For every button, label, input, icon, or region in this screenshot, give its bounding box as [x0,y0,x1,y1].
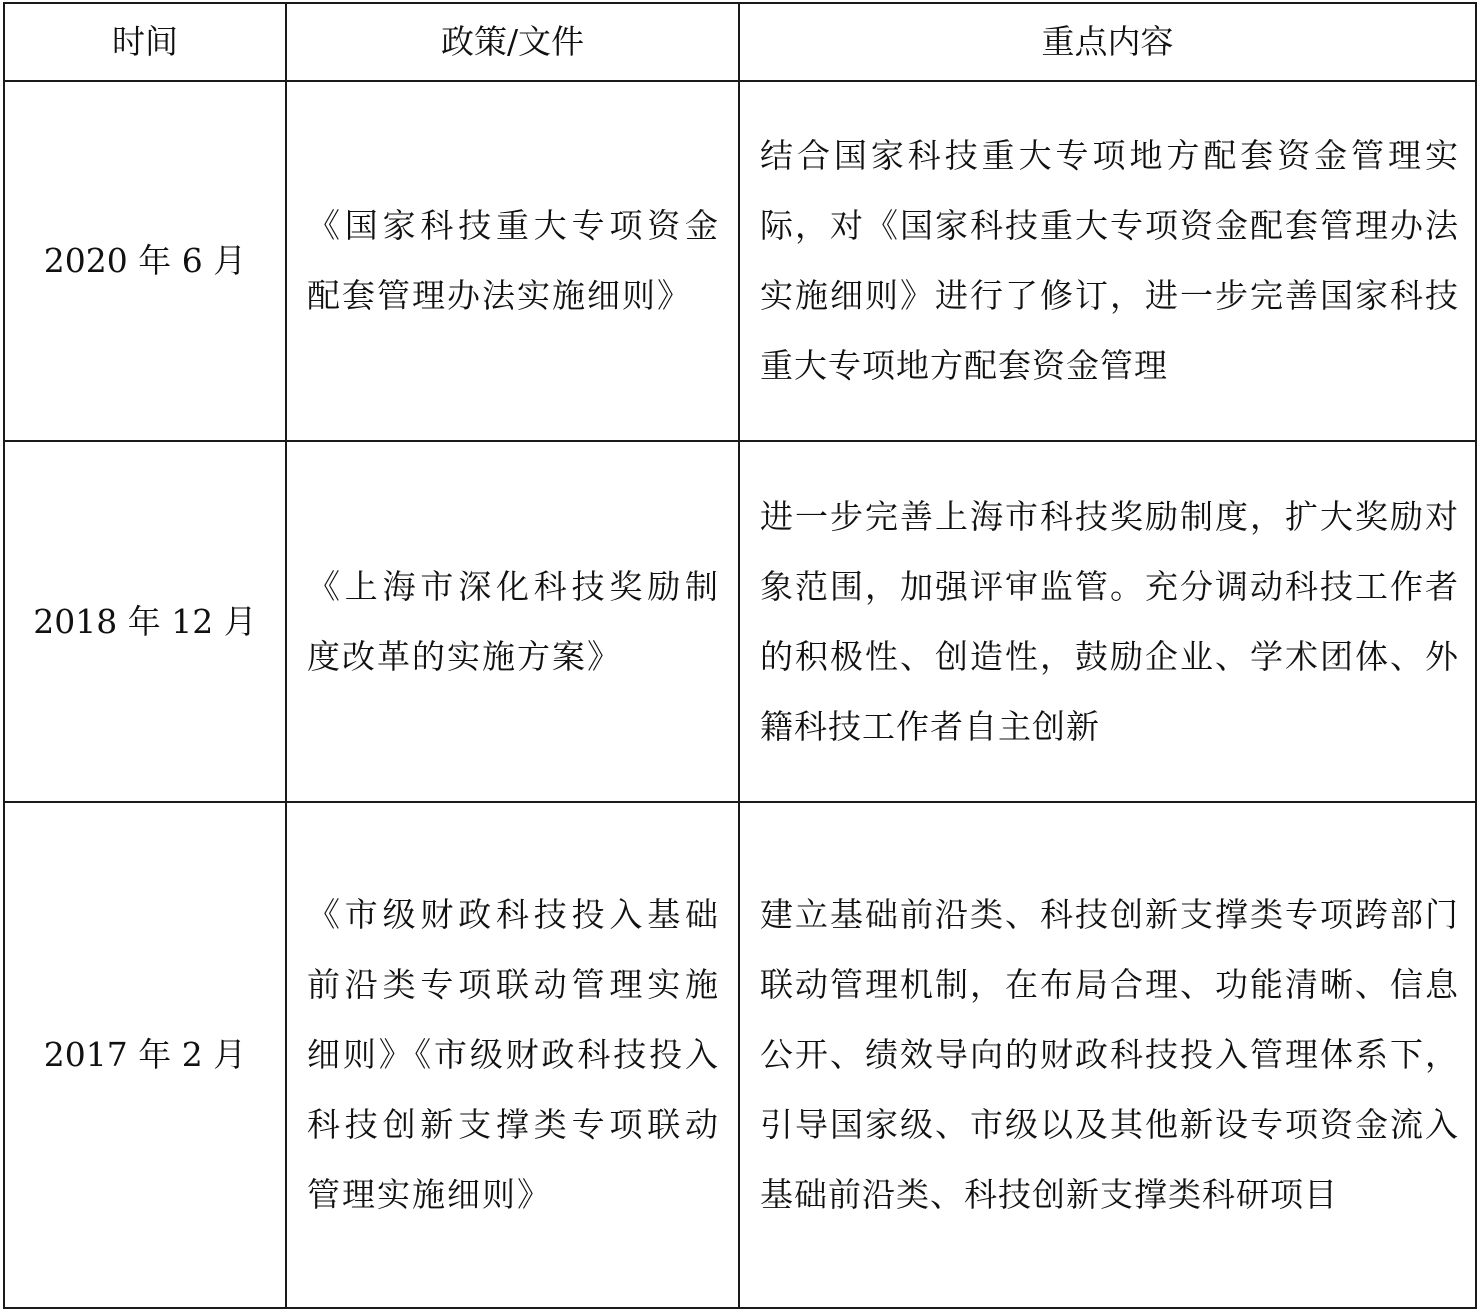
header-time: 时间 [4,3,286,81]
policy-table [3,2,1477,1309]
header-document: 政策/文件 [286,3,739,81]
row-document: 《国家科技重大专项资金配套管理办法实施细则》 [286,81,739,441]
table-row [4,441,1476,802]
row-time: 2017 年 2 月 [4,802,286,1308]
row-content: 进一步完善上海市科技奖励制度，扩大奖励对象范围，加强评审监管。充分调动科技工作者的积极性、创造性，鼓励企业、学术团体、外籍科技工作者自主创新 [739,441,1476,802]
table-row [4,81,1476,441]
header-content: 重点内容 [739,3,1476,81]
header-row [4,3,1476,81]
row-time: 2018 年 12 月 [4,441,286,802]
row-document: 《市级财政科技投入基础前沿类专项联动管理实施细则》《市级财政科技投入科技创新支撑类专项联动管理实施细则》 [286,802,739,1308]
row-content: 建立基础前沿类、科技创新支撑类专项跨部门联动管理机制，在布局合理、功能清晰、信息公开、绩效导向的财政科技投入管理体系下，引导国家级、市级以及其他新设专项资金流入基础前沿类、科技创新支撑类科研项目 [739,802,1476,1308]
row-document: 《上海市深化科技奖励制度改革的实施方案》 [286,441,739,802]
row-content: 结合国家科技重大专项地方配套资金管理实际，对《国家科技重大专项资金配套管理办法实施细则》进行了修订，进一步完善国家科技重大专项地方配套资金管理 [739,81,1476,441]
table-row [4,802,1476,1308]
row-time: 2020 年 6 月 [4,81,286,441]
